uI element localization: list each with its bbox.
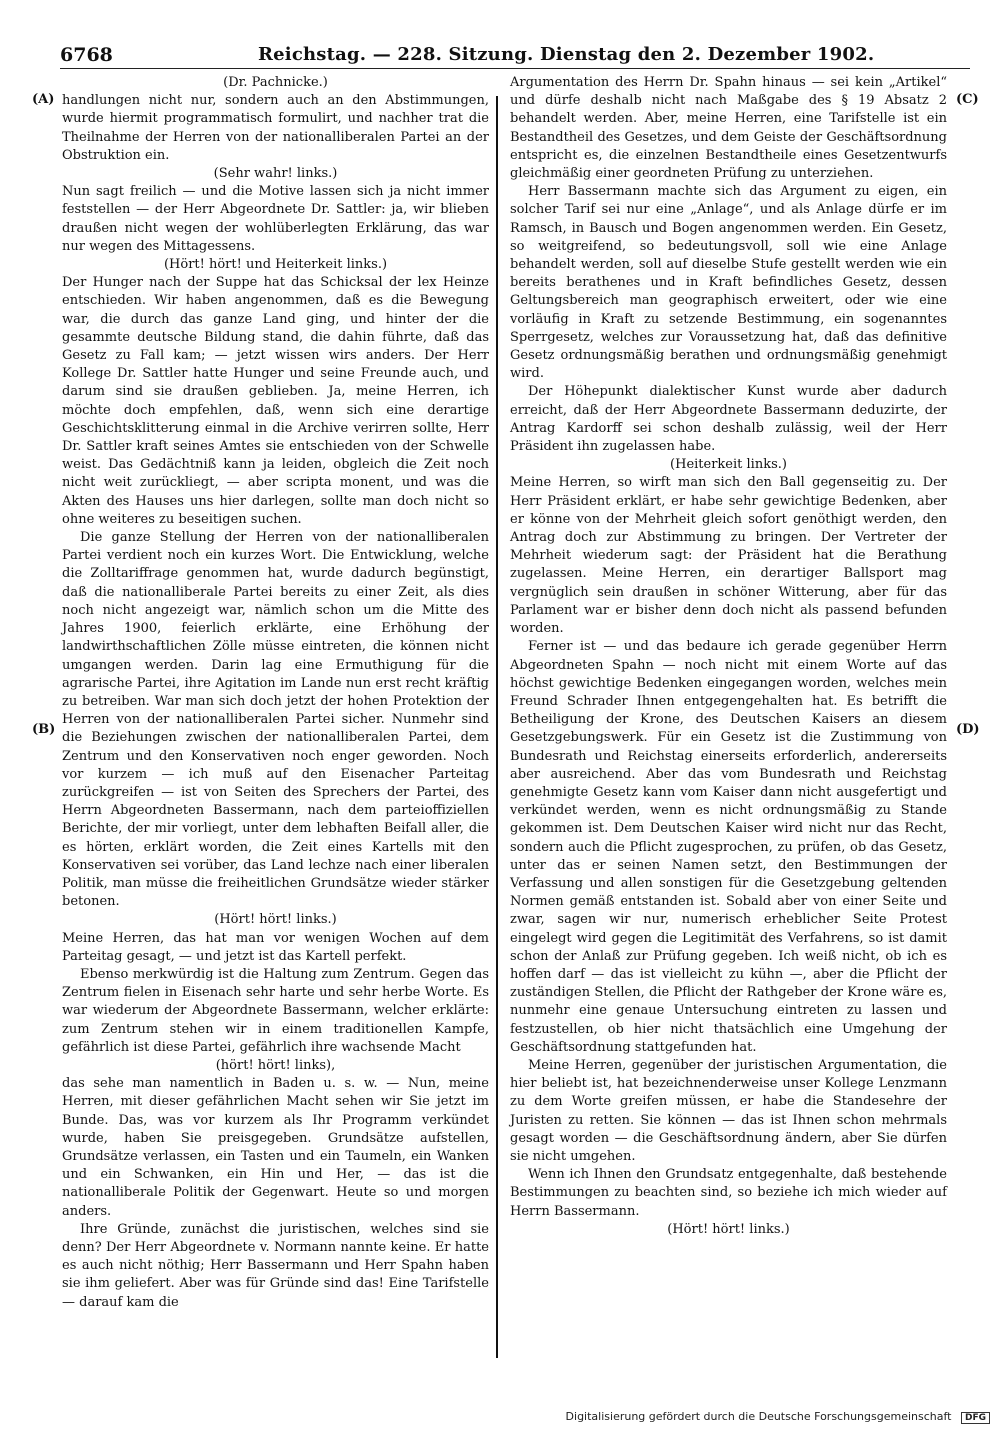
marker-b: (B) (32, 722, 56, 737)
marker-d: (D) (956, 722, 980, 737)
page-number: 6768 (60, 44, 113, 66)
paragraph: Der Höhepunkt dialektischer Kunst wurde aber dadurch erreicht, daß der Herr Abgeordnete Bassermann deduzirte, der Antrag Kardorff sei schon deshalb zulässig, weil der Herr Präsident ihn zugelassen habe. (510, 384, 947, 455)
interjection: (Hört! hört! links.) (214, 912, 337, 928)
dfg-logo: DFG (961, 1412, 990, 1424)
right-column (510, 74, 947, 1239)
paragraph: Meine Herren, so wirft man sich den Ball gegenseitig zu. Der Herr Präsident erklärt, er habe sehr gewichtige Bedenken, aber er könne von der Mehrheit gleich sofort genöthigt werden, den Antrag doch zur Abstimmung zu bringen. Der Vertreter der Mehrheit wiederum sagt: der Präsident hat die Berathung zugelassen. Meine Herren, ein derartiger Ballsport mag vergnüglich sein draußen in schöner Witterung, aber für das Parlament war er bisher denn doch nicht als passend befunden worden. (510, 475, 947, 637)
column-divider (496, 96, 498, 1358)
paragraph: Ihre Gründe, zunächst die juristischen, welches sind sie denn? Der Herr Abgeordnete v. Normann nannte keine. Er hatte es auch nicht nöthig; Herr Bassermann und Herr Spahn haben sie ihm geliefert. Aber was für Gründe sind das! Eine Tarifstelle — darauf kam die (62, 1221, 489, 1310)
paragraph: Wenn ich Ihnen den Grundsatz entgegenhalte, daß bestehende Bestimmungen zu beachten sind, so beziehe ich mich wieder auf Herrn Bassermann. (510, 1167, 947, 1219)
paragraph: Meine Herren, das hat man vor wenigen Wochen auf dem Parteitag gesagt, — und jetzt ist das Kartell perfekt. (62, 930, 489, 964)
interjection: (Hört! hört! links.) (667, 1221, 790, 1237)
interjection: (Heiterkeit links.) (670, 457, 787, 473)
page-title: Reichstag. — 228. Sitzung. Dienstag den 2. Dezember 1902. (258, 44, 875, 65)
paragraph: das sehe man namentlich in Baden u. s. w. — Nun, meine Herren, mit dieser gefährlichen Macht sehen wir Sie jetzt im Bunde. Das, was vor kurzem als Ihr Programm verkündet wurde, haben Sie preisgegeben. Grundsätze aufstellen, Grundsätze verlassen, ein Tasten und ein Taumeln, ein Wanken und ein Schwanken, ein Hin und Her, — das ist die nationalliberale Politik der Gegenwart. Heute so und morgen anders. (62, 1076, 489, 1219)
paragraph: handlungen nicht nur, sondern auch an den Abstimmungen, wurde hiermit programmatisch formulirt, und nachher trat die Theilnahme der Herren von der nationalliberalen Partei an der Obstruktion ein. (62, 93, 489, 163)
paragraph: Ferner ist — und das bedaure ich gerade gegenüber Herrn Abgeordneten Spahn — noch nicht mit einem Worte auf das höchst gewichtige Bedenken eingegangen worden, welches mein Freund Schrader Ihnen entgegengehalten hat. Es betrifft die Betheiligung der Krone, des Deutschen Kaisers an diesem Gesetzgebungswerk. Für ein Gesetz ist die Zustimmung von Bundesrath und Reichstag einerseits erforderlich, andererseits aber ausreichend. Aber das vom Bundesrath und Reichstag genehmigte Gesetz kann vom Kaiser dann nicht ausgefertigt und verkündet werden, wenn es nicht ordnungsmäßig zu Stande gekommen ist. Dem Deutschen Kaiser wird nicht nur das Recht, sondern auch die Pflicht zugesprochen, zu prüfen, ob das Gesetz, unter das er seinen Namen setzt, den Bestimmungen der Verfassung und allen sonstigen für die Gesetzgebung geltenden Normen gemäß entstanden ist. Sobald aber von einer Seite und zwar, sagen wir nur, numerisch erheblicher Seite Protest eingelegt wird gegen die Legitimität des Verfahrens, so ist damit schon der Anlaß zur Prüfung gegeben. Ich weiß nicht, ob ich es hoffen darf — das ist vielleicht zu kühn —, aber die Pflicht der zuständigen Stellen, die Pflicht der Rathgeber der Krone wäre es, nunmehr eine genaue Untersuchung eintreten zu lassen und festzustellen, ob hier nicht thatsächlich eine Umgehung der Geschäftsordnung stattgefunden hat. (510, 639, 947, 1055)
footer-text: Digitalisierung gefördert durch die Deutsche Forschungsgemeinschaft (565, 1410, 952, 1423)
interjection: (Sehr wahr! links.) (213, 166, 338, 182)
paragraph: Ebenso merkwürdig ist die Haltung zum Zentrum. Gegen das Zentrum fielen in Eisenach sehr harte und sehr herbe Worte. Es war wiederum der Abgeordnete Bassermann, welcher erklärte: zum Zentrum stehen wir in einem traditionellen Kampfe, gefährlich ist diese Partei, gefährlich ihre wachsende Macht (62, 966, 489, 1055)
paragraph: Herr Bassermann machte sich das Argument zu eigen, ein solcher Tarif sei nur eine „Anlage“, und als Anlage dürfe er im Ramsch, in Bausch und Bogen angenommen werden. Ein Gesetz, so weitgreifend, so bedeutungsvoll, soll wie eine Anlage behandelt werden, soll auf dieselbe Stufe gestellt werden wie ein bereits berathenes und in Kraft befindliches Gesetz, dessen Geltungsbereich man geographisch erweitert, oder wie eine vorläufig in Kraft zu setzende Bestimmung, ein sogenanntes Sperrgesetz, welches zur Voraussetzung hat, daß das definitive Gesetz ordnungsmäßig berathen und ordnungsmäßig genehmigt wird. (510, 184, 947, 382)
paragraph: Der Hunger nach der Suppe hat das Schicksal der lex Heinze entschieden. Wir haben angenommen, daß es die Bewegung war, die durch das ganze Land ging, und hinter der die gesammte deutsche Bildung stand, die dahin führte, daß das Gesetz zu Fall kam; — jetzt wissen wirs anders. Der Herr Kollege Dr. Sattler hatte Hunger und seine Freunde auch, und darum sind sie draußen geblieben. Ja, meine Herren, ich möchte doch empfehlen, daß, wenn sich eine derartige Geschichtsklitterung einmal in die Archive verirren sollte, Herr Dr. Sattler kraft seines Amtes sie entschieden von der Schwelle weist. Das Gedächtniß kann ja leiden, obgleich die Zeit noch nicht weit zurückliegt, — aber scripta monent, und was die Akten des Hauses uns hier darlegen, sollte man doch nicht so ohne weiteres zu beseitigen suchen. (62, 275, 489, 527)
paragraph: Meine Herren, gegenüber der juristischen Argumentation, die hier beliebt ist, hat bezeichnenderweise unser Kollege Lenzmann zu dem Worte greifen müssen, er habe die Standesehre der Juristen zu retten. Sie können — das ist Ihnen schon mehrmals gesagt worden — die Geschäftsordnung ändern, aber Sie dürfen sie nicht umgehen. (510, 1057, 947, 1164)
paragraph: Argumentation des Herrn Dr. Spahn hinaus — sei kein „Artikel“ und dürfe deshalb nicht nach Maßgabe des § 19 Absatz 2 behandelt werden. Aber, meine Herren, eine Tarifstelle ist ein Bestandtheil des Gesetzes, und dem Geiste der Geschäftsordnung entspricht es, die einzelnen Bestandtheile eines Gesetzentwurfs gleichmäßig einer geordneten Prüfung zu unterziehen. (510, 75, 947, 182)
footer (566, 1410, 990, 1424)
header-rule (60, 68, 970, 69)
interjection: (Dr. Pachnicke.) (223, 75, 328, 90)
paragraph: Die ganze Stellung der Herren von der nationalliberalen Partei verdient noch ein kurzes Wort. Die Entwicklung, welche die Zolltariffrage genommen hat, wurde dadurch begünstigt, daß die nationalliberale Partei bereits zu einer Zeit, als dies noch nicht angezeigt war, nämlich schon um die Mitte des Jahres 1900, feierlich erklärte, eine Erhöhung der landwirthschaftlichen Zölle müsse eintreten, die können nicht umgangen werden. Darin lag eine Ermuthigung für die agrarische Partei, ihre Agitation im Lande nun erst recht kräftig zu betreiben. War man sich doch jetzt der hohen Protektion der Herren von der nationalliberalen Partei sicher. Nunmehr sind die Beziehungen zwischen der nationalliberalen Partei, dem Zentrum und den Konservativen noch enger geworden. Noch vor kurzem — ich muß auf den Eisenacher Parteitag zurückgreifen — ist von Seiten des Sprechers der Partei, des Herrn Abgeordneten Bassermann, nach dem parteioffiziellen Berichte, der mir vorliegt, unter dem lebhaften Beifall aller, die es hörten, erklärt worden, die Zeit eines Kartells mit den Konservativen sei vorüber, das Land lechze nach einer liberalen Politik, man müsse die freiheitlichen Grundsätze wieder stärker betonen. (62, 530, 489, 910)
page-header (60, 44, 970, 70)
paragraph: Nun sagt freilich — und die Motive lassen sich ja nicht immer feststellen — der Herr Abgeordnete Dr. Sattler: ja, wir blieben draußen nicht wegen der wohlüberlegten Erklärung, das war nur wegen des Mittagessens. (62, 184, 489, 254)
interjection: (Hört! hört! und Heiterkeit links.) (163, 257, 388, 273)
marker-c: (C) (956, 92, 979, 107)
left-column (62, 74, 489, 1312)
interjection: (hört! hört! links), (215, 1057, 336, 1073)
marker-a: (A) (32, 92, 55, 107)
